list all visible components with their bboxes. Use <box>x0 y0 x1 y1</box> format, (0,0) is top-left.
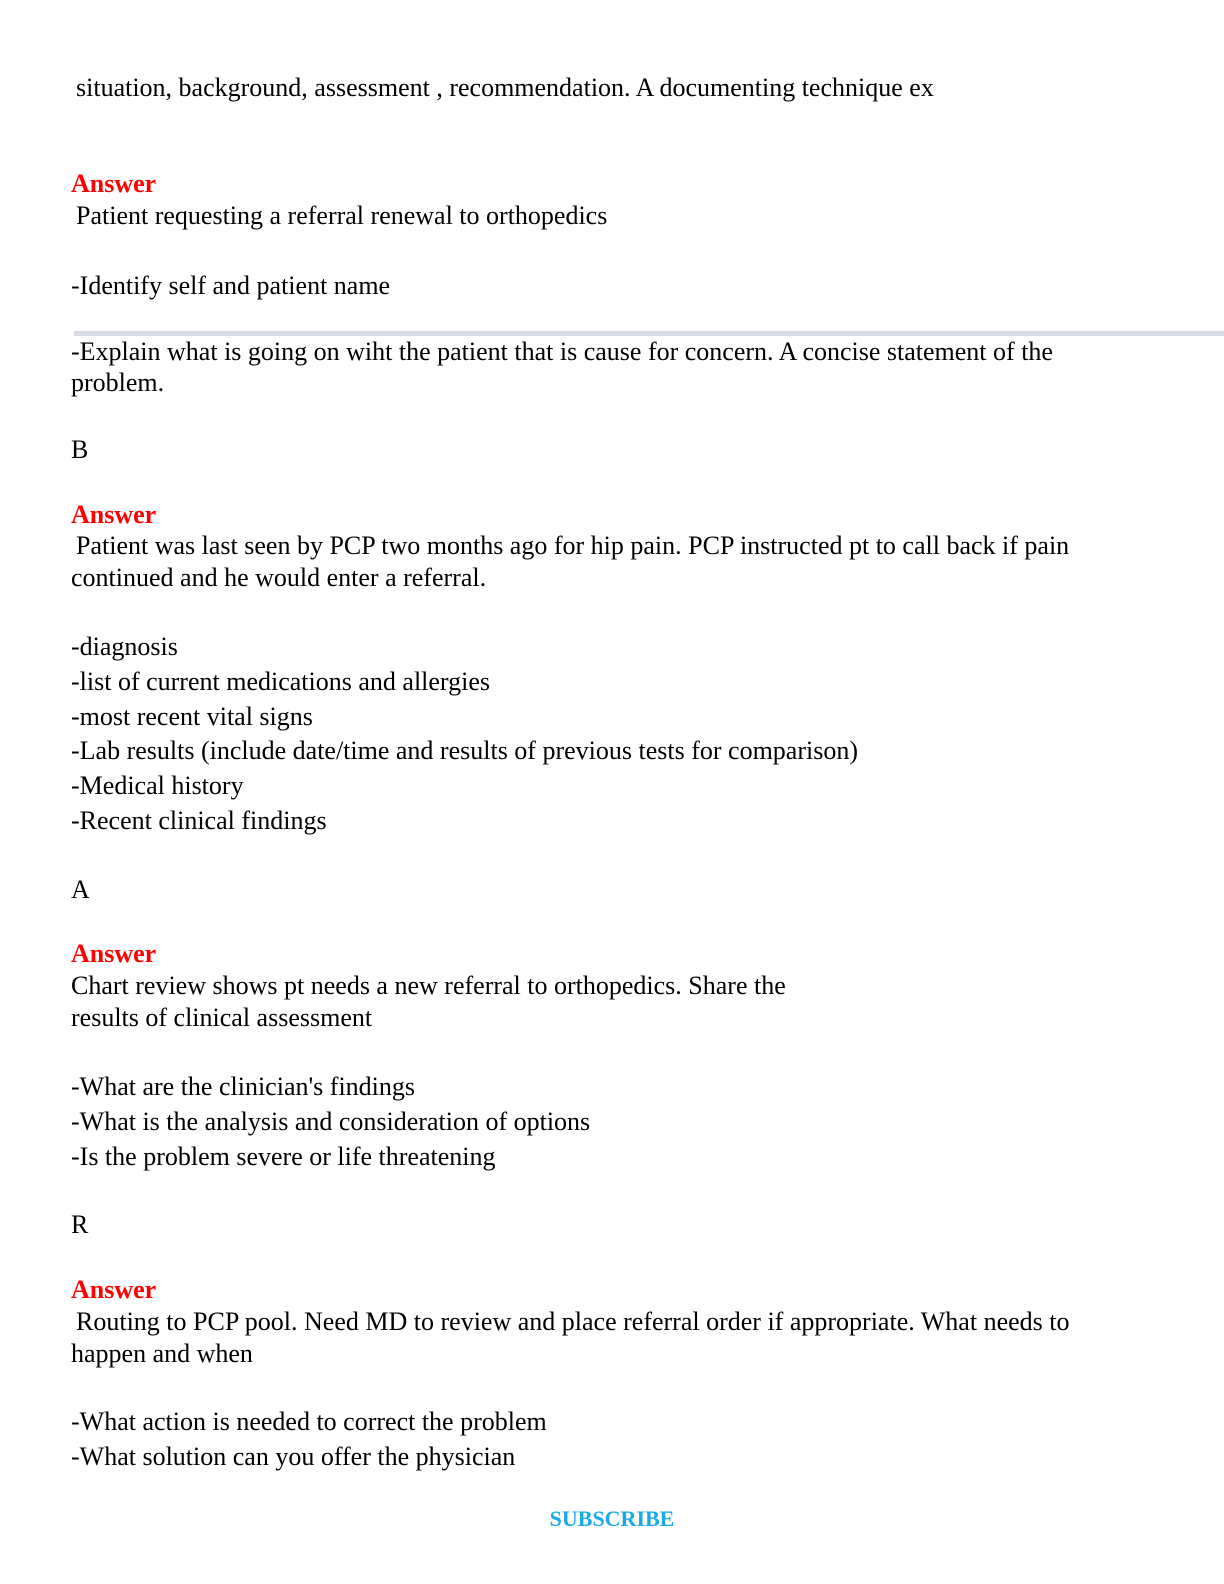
s-item: problem. <box>71 368 165 397</box>
a-answer: results of clinical assessment <box>71 1003 373 1032</box>
b-answer: Patient was last seen by PCP two months ago for hip pain. PCP instructed pt to call back if pain <box>76 531 1070 560</box>
section-letter-b: B <box>71 435 89 464</box>
r-item: -What action is needed to correct the problem <box>71 1407 547 1436</box>
b-item: -Lab results (include date/time and results of previous tests for comparison) <box>71 736 859 765</box>
section-letter-r: R <box>71 1210 89 1239</box>
b-item: -list of current medications and allergies <box>71 667 490 696</box>
r-answer: happen and when <box>71 1339 253 1368</box>
b-item: -diagnosis <box>71 632 178 661</box>
a-item: -Is the problem severe or life threatening <box>71 1142 496 1171</box>
r-answer: Routing to PCP pool. Need MD to review and place referral order if appropriate. What needs to <box>76 1307 1070 1336</box>
s-item: -Identify self and patient name <box>71 271 391 300</box>
r-item: -What solution can you offer the physician <box>71 1442 516 1471</box>
section-letter-a: A <box>71 875 90 904</box>
intro-text: situation, background, assessment , recommendation. A documenting technique ex <box>76 73 934 102</box>
a-item: -What are the clinician's findings <box>71 1072 416 1101</box>
b-item: -Medical history <box>71 771 244 800</box>
answer-label: Answer <box>71 939 157 968</box>
a-answer: Chart review shows pt needs a new referral to orthopedics. Share the <box>71 971 786 1000</box>
subscribe-link[interactable]: SUBSCRIBE <box>549 1506 675 1531</box>
b-answer: continued and he would enter a referral. <box>71 563 487 592</box>
b-item: -most recent vital signs <box>71 702 313 731</box>
s-answer: Patient requesting a referral renewal to orthopedics <box>76 201 608 230</box>
answer-label: Answer <box>71 169 157 198</box>
answer-label: Answer <box>71 500 157 529</box>
s-item: -Explain what is going on wiht the patient that is cause for concern. A concise statement of the <box>71 337 1053 366</box>
a-item: -What is the analysis and consideration of options <box>71 1107 591 1136</box>
answer-label: Answer <box>71 1275 157 1304</box>
divider <box>74 331 1224 336</box>
b-item: -Recent clinical findings <box>71 806 327 835</box>
